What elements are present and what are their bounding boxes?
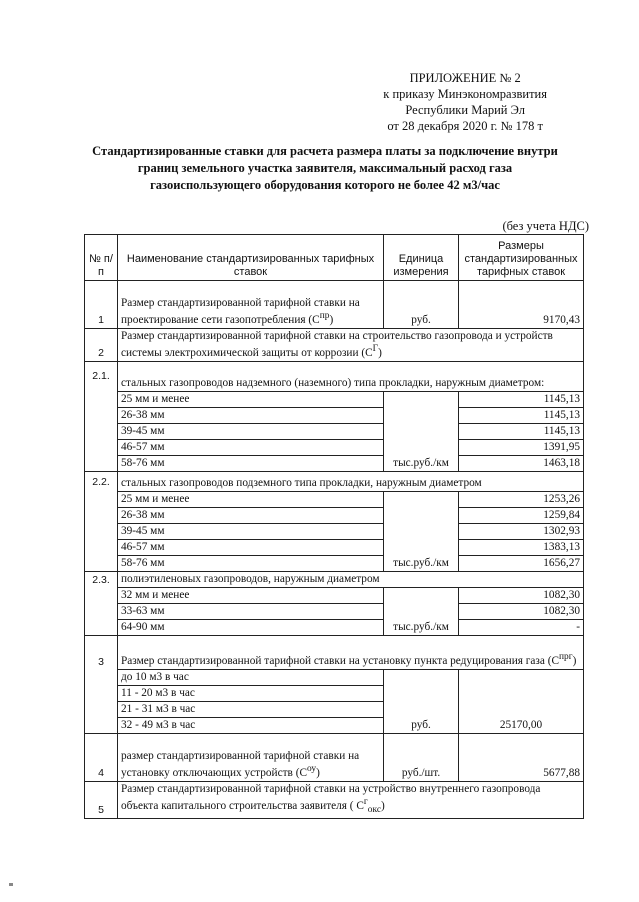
row-unit: тыс.руб./км	[384, 391, 459, 471]
row-name: Размер стандартизированной тарифной ставки на установку пункта редуцирования газа $(С^{прг})$	[118, 635, 584, 669]
appendix-header	[383, 70, 547, 134]
row-capacity: 32 - 49 м3 в час	[118, 717, 384, 733]
row-diameter: 25 мм и менее	[118, 391, 384, 407]
document-title	[60, 143, 590, 194]
header-name: Наименование стандартизированных тарифных ставок	[118, 235, 384, 281]
row-unit: тыс.руб./км	[384, 491, 459, 571]
row-capacity: 21 - 31 м3 в час	[118, 701, 384, 717]
table-row	[85, 571, 584, 587]
table-row	[85, 523, 584, 539]
table-row	[85, 507, 584, 523]
header-num: № п/п	[85, 235, 118, 281]
row-value: 1259,84	[459, 507, 584, 523]
row-diameter: 26-38 мм	[118, 507, 384, 523]
row-name: стальных газопроводов подземного типа прокладки, наружным диаметром	[118, 471, 584, 491]
table-row	[85, 471, 584, 491]
row-number: 2.3.	[85, 571, 118, 635]
row-name: Размер стандартизированной тарифной ставки на устройство внутреннего газопровода объекта капитального строительства заявителя ( $С^г_{окс}$)	[118, 781, 584, 818]
row-value: 25170,00	[459, 669, 584, 733]
row-unit: руб./шт.	[384, 733, 459, 781]
title-line-1: Стандартизированные ставки для расчета размера платы за подключение внутри	[92, 144, 558, 158]
row-diameter: 64-90 мм	[118, 619, 384, 635]
row-diameter: 33-63 мм	[118, 603, 384, 619]
appendix-order-line: к приказу Минэкономразвития	[383, 87, 547, 101]
table-header-row	[85, 235, 584, 281]
row-number: 2	[85, 329, 118, 362]
row-value: 1145,13	[459, 423, 584, 439]
table-row	[85, 361, 584, 391]
row-value: -	[459, 619, 584, 635]
table-row	[85, 539, 584, 555]
row-value: 1463,18	[459, 455, 584, 471]
row-name: Размер стандартизированной тарифной ставки на проектирование сети газопотребления $(С^{пр})$	[118, 281, 384, 329]
vat-note: (без учета НДС)	[502, 219, 589, 233]
table-row	[85, 455, 584, 471]
table-row	[85, 669, 584, 685]
row-value: 1302,93	[459, 523, 584, 539]
appendix-date-line: от 28 декабря 2020 г. № 178 т	[387, 119, 543, 133]
row-number: 3	[85, 635, 118, 733]
title-line-3: газоиспользующего оборудования которого не более 42 м3/час	[150, 178, 500, 192]
table-row	[85, 439, 584, 455]
table-row	[85, 603, 584, 619]
table-row	[85, 391, 584, 407]
row-name: полиэтиленовых газопроводов, наружным диаметром	[118, 571, 584, 587]
table-row	[85, 407, 584, 423]
table-row	[85, 587, 584, 603]
row-value: 1383,13	[459, 539, 584, 555]
table-row	[85, 423, 584, 439]
scan-artifact	[9, 883, 13, 886]
table-row	[85, 555, 584, 571]
row-unit: руб.	[384, 669, 459, 733]
table-row	[85, 635, 584, 669]
header-value: Размеры стандартизированных тарифных ставок	[459, 235, 584, 281]
row-diameter: 46-57 мм	[118, 539, 384, 555]
row-name: стальных газопроводов надземного (наземного) типа прокладки, наружным диаметром:	[118, 361, 584, 391]
row-value: 1082,30	[459, 603, 584, 619]
table-row	[85, 733, 584, 781]
header-unit: Единица измерения	[384, 235, 459, 281]
row-value: 1145,13	[459, 391, 584, 407]
row-diameter: 26-38 мм	[118, 407, 384, 423]
row-diameter: 32 мм и менее	[118, 587, 384, 603]
row-number: 4	[85, 733, 118, 781]
row-unit: руб.	[384, 281, 459, 329]
row-value: 1391,95	[459, 439, 584, 455]
row-value: 1253,26	[459, 491, 584, 507]
table-row	[85, 781, 584, 818]
row-diameter: 25 мм и менее	[118, 491, 384, 507]
rates-table	[84, 234, 584, 819]
table-row	[85, 491, 584, 507]
row-number: 1	[85, 281, 118, 329]
row-diameter: 39-45 мм	[118, 523, 384, 539]
row-name: Размер стандартизированной тарифной ставки на строительство газопровода и устройств системы электрохимической защиты от коррозии $(С^Г)$	[118, 329, 584, 362]
row-value: 9170,43	[459, 281, 584, 329]
appendix-republic-line: Республики Марий Эл	[405, 103, 525, 117]
row-diameter: 58-76 мм	[118, 455, 384, 471]
row-diameter: 46-57 мм	[118, 439, 384, 455]
row-number: 2.1.	[85, 361, 118, 471]
row-diameter: 58-76 мм	[118, 555, 384, 571]
appendix-title: ПРИЛОЖЕНИЕ № 2	[409, 71, 521, 85]
row-value: 1082,30	[459, 587, 584, 603]
table-row	[85, 329, 584, 362]
row-capacity: 11 - 20 м3 в час	[118, 685, 384, 701]
row-number: 2.2.	[85, 471, 118, 571]
row-number: 5	[85, 781, 118, 818]
row-value: 1656,27	[459, 555, 584, 571]
row-value: 1145,13	[459, 407, 584, 423]
row-value: 5677,88	[459, 733, 584, 781]
table-row	[85, 281, 584, 329]
row-capacity: до 10 м3 в час	[118, 669, 384, 685]
row-diameter: 39-45 мм	[118, 423, 384, 439]
title-line-2: границ земельного участка заявителя, максимальный расход газа	[137, 161, 513, 175]
row-unit: тыс.руб./км	[384, 587, 459, 635]
table-row	[85, 619, 584, 635]
row-name: размер стандартизированной тарифной ставки на установку отключающих устройств $(С^{оу})$	[118, 733, 384, 781]
